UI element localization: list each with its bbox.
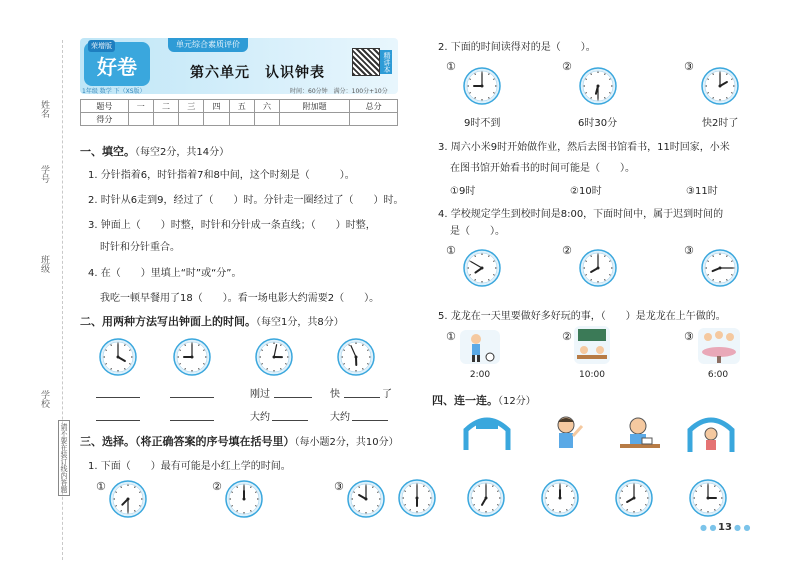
boy-waving-icon [546, 414, 586, 454]
clock-tick [605, 279, 606, 280]
label-about: 大约 [250, 412, 270, 423]
clock-tick [199, 344, 200, 345]
clock-tick [267, 368, 268, 369]
clock-center [485, 497, 488, 500]
section3-heading [80, 433, 399, 449]
clock-tick [185, 344, 186, 345]
clock-center [481, 85, 484, 88]
option-marker: ① [446, 330, 456, 343]
clock-tick [713, 279, 714, 280]
clock-tick [349, 344, 350, 345]
clock-tick [185, 368, 186, 369]
clock-tick [715, 509, 716, 510]
clock-tick [363, 368, 364, 369]
option-marker: ③ [684, 244, 694, 257]
clock-tick [493, 275, 494, 276]
clock-tick [410, 485, 411, 486]
clock-tick [377, 492, 378, 493]
score-cell: 六 [254, 100, 279, 113]
section2-heading [80, 313, 344, 329]
clock-tick [605, 97, 606, 98]
clock-tick [715, 485, 716, 486]
soccer-scene [460, 330, 500, 364]
clock-tick [713, 73, 714, 74]
score-input[interactable] [254, 113, 279, 126]
option-marker: ③ [684, 330, 694, 343]
clock-tick [475, 279, 476, 280]
clock-tick [479, 509, 480, 510]
clock-tick [203, 364, 204, 365]
clock-face [224, 479, 264, 519]
clock-tick [353, 492, 354, 493]
clock-tick [645, 491, 646, 492]
clock-face[interactable] [466, 478, 506, 518]
clock-tick [641, 485, 642, 486]
q2-answer-2: 6时30分 [578, 118, 618, 129]
clock-tick [261, 364, 262, 365]
answer-blank[interactable] [96, 420, 140, 421]
score-input[interactable] [350, 113, 398, 126]
clock-tick [363, 344, 364, 345]
clock-tick [404, 491, 405, 492]
unit-title: 第六单元 认识钟表 [190, 65, 325, 81]
classroom-scene [574, 326, 610, 364]
clock-tick [585, 261, 586, 262]
clock-face[interactable] [688, 478, 728, 518]
clock-tick [359, 486, 360, 487]
clock-tick [410, 509, 411, 510]
clock-tick [255, 506, 256, 507]
answer-blank[interactable] [170, 420, 214, 421]
classroom-icon [574, 326, 610, 364]
section3-title: 三、选择。（将正确答案的序号填在括号里） [80, 435, 295, 448]
score-cell: 二 [153, 100, 178, 113]
score-cell: 题号 [81, 100, 129, 113]
clock-center [597, 267, 600, 270]
q2-answer-1: 9时不到 [464, 118, 501, 129]
score-cell: 四 [204, 100, 229, 113]
clock-tick [199, 368, 200, 369]
option-marker: ① [446, 60, 456, 73]
clock-tick [139, 492, 140, 493]
clock-tick [105, 350, 106, 351]
clock-center [707, 497, 710, 500]
clock-tick [627, 509, 628, 510]
clock-face [172, 337, 212, 377]
label-almost: 快 [330, 389, 340, 400]
clock-tick [621, 505, 622, 506]
clock-face[interactable] [614, 478, 654, 518]
clock-tick [469, 261, 470, 262]
clock-center [416, 497, 419, 500]
clock-face [336, 337, 376, 377]
clock-tick [125, 368, 126, 369]
clock-tick [424, 509, 425, 510]
family-dinner-icon [698, 328, 740, 364]
clock-tick [695, 505, 696, 506]
clock-tick [121, 510, 122, 511]
clock-tick [727, 255, 728, 256]
boy-studying-icon [618, 414, 662, 454]
option-marker: ① [446, 244, 456, 257]
clock-tick [731, 79, 732, 80]
answer-blank[interactable] [274, 397, 312, 398]
option-marker: ② [562, 60, 572, 73]
page-dots-left: ● ● [700, 523, 717, 532]
clock-tick [719, 491, 720, 492]
score-cell: 五 [229, 100, 254, 113]
clock-center [597, 85, 600, 88]
clock-tick [701, 509, 702, 510]
clock-tick [567, 509, 568, 510]
clock-tick [609, 275, 610, 276]
score-cell: 总分 [350, 100, 398, 113]
clock-tick [255, 492, 256, 493]
answer-blank[interactable] [352, 420, 388, 421]
clock-center [559, 497, 562, 500]
clock-tick [489, 97, 490, 98]
clock-tick [605, 255, 606, 256]
clock-tick [237, 486, 238, 487]
score-input[interactable] [204, 113, 229, 126]
kid-soccer-icon [460, 330, 500, 364]
clock-center [481, 267, 484, 270]
clock-center [719, 85, 722, 88]
clock-tick [125, 344, 126, 345]
s1-question-4a: 4. 在（ ）里填上“时”或“分”。 [88, 268, 242, 279]
clock-center [273, 356, 276, 359]
clock-tick [707, 79, 708, 80]
clock-tick [469, 275, 470, 276]
q3-option-1[interactable]: ①9时 [450, 186, 476, 197]
brand-tag: 荣增版 [88, 40, 115, 52]
clock-tick [135, 510, 136, 511]
clock-tick [231, 492, 232, 493]
clock-tick [731, 261, 732, 262]
clock-tick [111, 368, 112, 369]
clock-tick [591, 255, 592, 256]
s1-question-3a: 3. 钟面上（ ）时整，时针和分针成一条直线；（ ）时整， [88, 220, 376, 231]
s1-question-2: 2. 时针从6走到9，经过了（ ）时。分针走一圈经过了（ ）时。 [88, 195, 404, 206]
section4-heading [432, 392, 536, 408]
page-number: 13 [718, 522, 732, 533]
clock-tick [469, 79, 470, 80]
clock-tick [731, 93, 732, 94]
clock-face [578, 66, 618, 106]
clock-tick [707, 261, 708, 262]
clock-tick [121, 486, 122, 487]
clock-tick [231, 506, 232, 507]
clock-face[interactable] [540, 478, 580, 518]
section3-points: （每小题2分，共10分） [294, 437, 399, 448]
scene-time-2: 10:00 [579, 370, 605, 380]
clock-tick [719, 505, 720, 506]
clock-tick [179, 364, 180, 365]
clock-tick [203, 350, 204, 351]
clock-tick [475, 73, 476, 74]
score-input[interactable] [229, 113, 254, 126]
clock-tick [359, 510, 360, 511]
clock-tick [281, 368, 282, 369]
clock-tick [428, 491, 429, 492]
option-marker: ③ [334, 480, 344, 493]
clock-tick [179, 350, 180, 351]
clock-tick [475, 97, 476, 98]
option-marker: ① [96, 480, 106, 493]
score-cell: 一 [128, 100, 153, 113]
clock-tick [627, 485, 628, 486]
clock-tick [343, 350, 344, 351]
clock-tick [493, 93, 494, 94]
clock-tick [605, 73, 606, 74]
q3-option-2[interactable]: ②10时 [570, 186, 602, 197]
clock-center [365, 498, 368, 501]
clock-tick [609, 93, 610, 94]
clock-tick [353, 506, 354, 507]
section1-title: 一、填空。 [80, 145, 135, 158]
answer-blank[interactable] [344, 397, 380, 398]
clock-tick [727, 279, 728, 280]
clock-tick [591, 73, 592, 74]
clock-tick [621, 491, 622, 492]
clock-center [127, 498, 130, 501]
clock-tick [645, 505, 646, 506]
score-cell: 三 [179, 100, 204, 113]
clock-tick [497, 491, 498, 492]
brand-logo: 好卷 [84, 42, 150, 86]
clock-tick [115, 492, 116, 493]
clock-center [191, 356, 194, 359]
s3-question-4a: 4. 学校规定学生到校时间是8:00，下面时间中，属于迟到时间的 [438, 209, 724, 220]
clock-tick [105, 364, 106, 365]
clock-tick [609, 79, 610, 80]
clock-tick [591, 97, 592, 98]
clock-tick [707, 275, 708, 276]
s1-question-3b: 时针和分针重合。 [100, 242, 180, 253]
s3-question-3a: 3. 周六小米9时开始做作业，然后去图书馆看书，11时回家，小米 [438, 142, 730, 153]
scene-time-3: 6:00 [707, 370, 729, 380]
s1-question-1: 1. 分针指着6，时针指着7和8中间，这个时刻是（ ）。 [88, 170, 355, 181]
answer-blank[interactable] [272, 420, 308, 421]
clock-tick [267, 344, 268, 345]
clock-tick [285, 364, 286, 365]
q2-answer-3: 快2时了 [702, 118, 739, 129]
answer-blank[interactable] [96, 397, 140, 398]
clock-tick [489, 73, 490, 74]
clock-face [578, 248, 618, 288]
clock-tick [567, 485, 568, 486]
student-id-label: 学号 [39, 165, 49, 183]
clock-tick [349, 368, 350, 369]
clock-face [254, 337, 294, 377]
score-input[interactable] [128, 113, 153, 126]
s3-question-3b: 在图书馆开始看书的时间可能是（ ）。 [450, 163, 635, 174]
clock-tick [129, 364, 130, 365]
label-just-past: 刚过 [250, 389, 270, 400]
clock-tick [367, 350, 368, 351]
clock-tick [641, 509, 642, 510]
clock-tick [571, 505, 572, 506]
clock-tick [571, 491, 572, 492]
clock-tick [111, 344, 112, 345]
q3-option-3[interactable]: ③11时 [686, 186, 718, 197]
clock-tick [373, 486, 374, 487]
kid-at-gate-icon [686, 414, 736, 454]
clock-tick [404, 505, 405, 506]
clock-tick [237, 510, 238, 511]
page-dots-right: ● ● [734, 523, 751, 532]
clock-tick [424, 485, 425, 486]
brand-subtitle: 1年级 数学 下（XS版） [82, 88, 146, 95]
clock-tick [261, 350, 262, 351]
clock-tick [493, 509, 494, 510]
clock-face [108, 479, 148, 519]
clock-center [117, 356, 120, 359]
clock-tick [489, 279, 490, 280]
clock-tick [251, 510, 252, 511]
s3-question-2: 2. 下面的时间读得对的是（ ）。 [438, 42, 596, 53]
qr-tag: 精讲本 [380, 50, 392, 74]
clock-center [633, 497, 636, 500]
name-field-label: 姓名 [39, 100, 49, 118]
clock-tick [251, 486, 252, 487]
clock-tick [727, 97, 728, 98]
score-input[interactable] [179, 113, 204, 126]
option-marker: ② [212, 480, 222, 493]
clock-tick [377, 506, 378, 507]
clock-tick [281, 344, 282, 345]
section4-title: 四、连一连。 [432, 394, 498, 407]
clock-tick [493, 261, 494, 262]
clock-tick [115, 506, 116, 507]
clock-tick [479, 485, 480, 486]
clock-tick [129, 350, 130, 351]
clock-tick [373, 510, 374, 511]
score-cell: 得分 [81, 113, 129, 126]
clock-tick [493, 485, 494, 486]
clock-tick [139, 506, 140, 507]
clock-tick [701, 485, 702, 486]
clock-tick [585, 79, 586, 80]
time-info: 时间：60分钟 满分：100分+10分 [290, 88, 388, 95]
clock-tick [428, 505, 429, 506]
clock-tick [343, 364, 344, 365]
clock-tick [547, 505, 548, 506]
s3-question-4b: 是（ ）。 [450, 226, 505, 237]
clock-tick [585, 93, 586, 94]
dinner-scene [698, 328, 740, 364]
option-marker: ② [562, 244, 572, 257]
clock-tick [367, 364, 368, 365]
clock-face [462, 248, 502, 288]
clock-tick [473, 505, 474, 506]
clock-face [700, 248, 740, 288]
clock-tick [135, 486, 136, 487]
section1-points: （每空2分，共14分） [135, 147, 230, 158]
section1-heading [80, 143, 229, 159]
section2-points: （每空1分，共8分） [256, 317, 344, 328]
score-input[interactable] [280, 113, 350, 126]
answer-blank[interactable] [170, 397, 214, 398]
label-le: 了 [382, 389, 392, 400]
score-table [80, 99, 398, 126]
qr-code[interactable] [352, 48, 380, 76]
s3-question-1: 1. 下面（ ）最有可能是小红上学的时间。 [88, 461, 291, 472]
scene-time-1: 2:00 [469, 370, 491, 380]
clock-tick [475, 255, 476, 256]
clock-tick [591, 279, 592, 280]
clock-tick [553, 509, 554, 510]
clock-tick [553, 485, 554, 486]
clock-tick [707, 93, 708, 94]
clock-tick [493, 79, 494, 80]
clock-face [700, 66, 740, 106]
clock-face [98, 337, 138, 377]
clock-tick [285, 350, 286, 351]
clock-center [355, 356, 358, 359]
option-marker: ② [562, 330, 572, 343]
section4-points: （12分） [498, 396, 536, 407]
clock-tick [497, 505, 498, 506]
clock-tick [489, 255, 490, 256]
clock-center [719, 267, 722, 270]
clock-tick [473, 491, 474, 492]
option-marker: ③ [684, 60, 694, 73]
section2-title: 二、用两种方法写出钟面上的时间。 [80, 315, 256, 328]
clock-tick [609, 261, 610, 262]
clock-face [346, 479, 386, 519]
margin-note: 请不要在装订线内答题 [58, 420, 70, 496]
class-label: 班级 [39, 255, 49, 273]
clock-tick [731, 275, 732, 276]
score-input[interactable] [153, 113, 178, 126]
clock-tick [713, 255, 714, 256]
clock-tick [469, 93, 470, 94]
label-about: 大约 [330, 412, 350, 423]
clock-face[interactable] [397, 478, 437, 518]
clock-tick [727, 73, 728, 74]
clock-face [462, 66, 502, 106]
evaluation-ribbon: 单元综合素质评价 [168, 38, 248, 52]
school-gate-icon [462, 414, 512, 452]
s1-question-4b: 我吃一顿早餐用了18（ ）。看一场电影大约需要2（ ）。 [100, 293, 380, 304]
clock-tick [695, 491, 696, 492]
clock-center [243, 498, 246, 501]
s3-question-5: 5. 龙龙在一天里要做好多好玩的事，（ ）是龙龙在上午做的。 [438, 311, 726, 322]
score-cell: 附加题 [280, 100, 350, 113]
clock-tick [547, 491, 548, 492]
school-label: 学校 [39, 390, 49, 408]
clock-tick [585, 275, 586, 276]
clock-tick [713, 97, 714, 98]
